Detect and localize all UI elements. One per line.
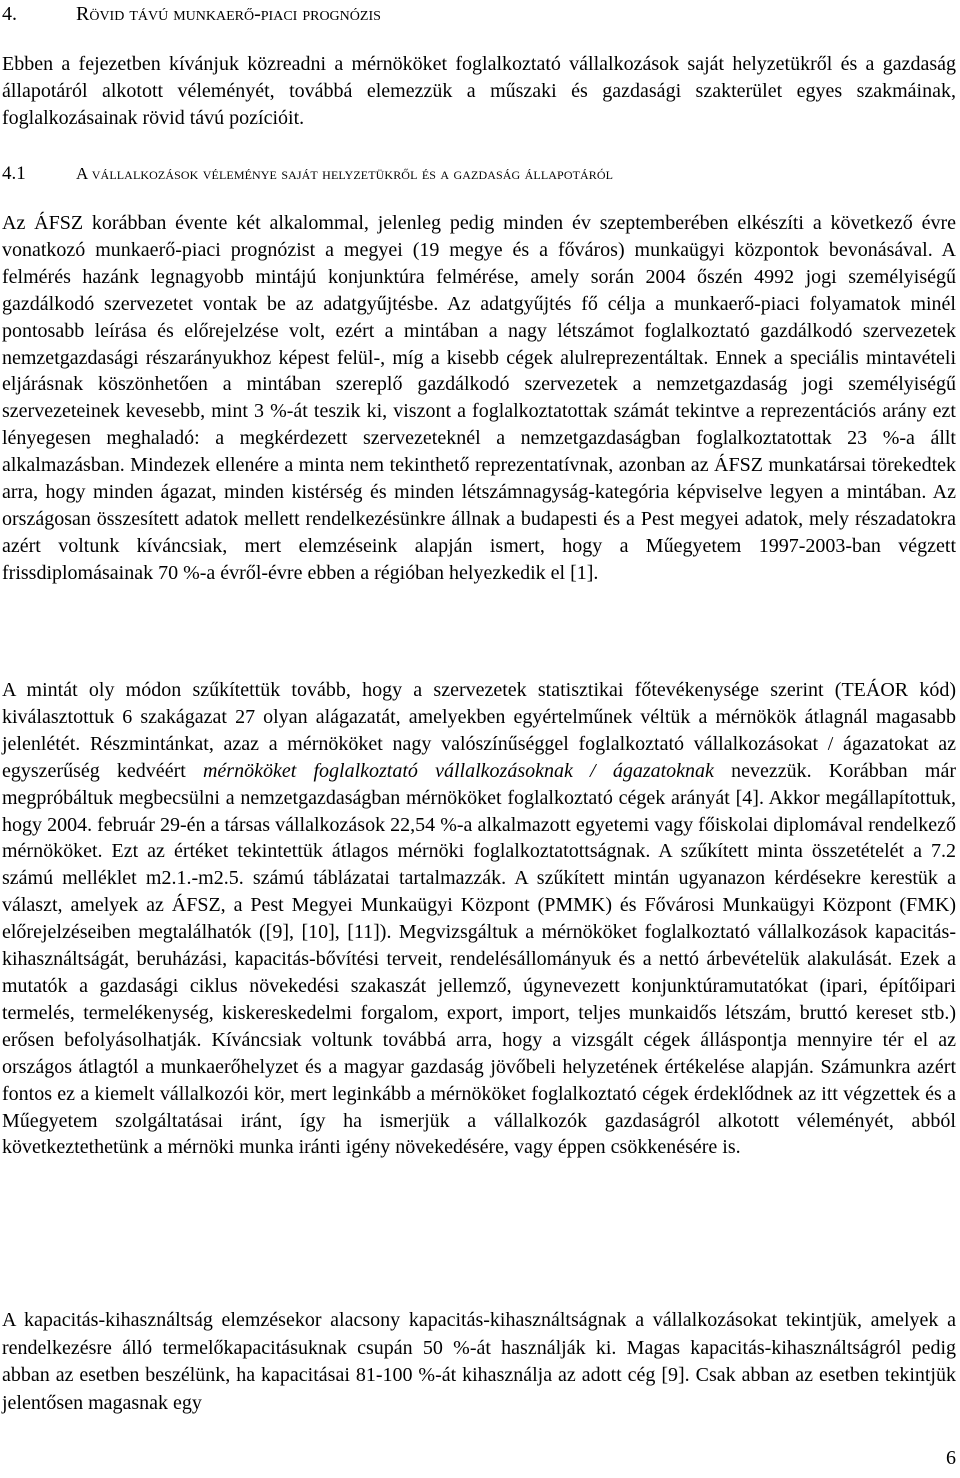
section-number: 4.1 (2, 163, 26, 184)
body-paragraph (2, 677, 956, 1161)
emphasized-term: mérnököket foglalkoztató vállalkozásoknak / ágazatoknak (202, 759, 714, 782)
paragraph-text: nevezzük. Korábban már megpróbáltuk megbecsülni a nemzetgazdaságban mérnököket foglalkoztató cégek arányát [4]. Akkor megállapítottuk, hogy 2004. február 29-én a társas vállalkozások 22,54 %-a alkalmazott egyetemi vagy főiskolai diplomával rendelkező mérnököket. Ezt az értéket tekintettük átlagos mérnöki foglalkoztatottságnak. A szűkített minta összetételét a 7.2 számú melléklet m2.1.-m2.5. számú táblázatai tartalmazzák. A szűkített mintán ugyanazon kérdésekre kerestük a választ, amelyek az ÁFSZ, a Pest Megyei Munkaügyi Központ (PMMK) és Fővárosi Munkaügyi Központ (FMK) előrejelzéseiben megtalálhatók ([9], [10], [11]). Megvizsgáltuk a mérnököket foglalkoztató vállalkozások kapacitás-kihasználtságát, beruházási, kapacitás-bővítési terveit, rendelésállományuk és a nettó árbevételük alakulását. Ezek a mutatók a gazdasági ciklus növekedési szakaszát jellemző, úgynevezett konjunktúramutatókat (ipari, építőipari termelés, termelékenység, kiskereskedelmi forgalom, export, import, teljes munkaidős létszám, bruttó kereset stb.) erősen befolyásolhatják. Kíváncsiak voltunk továbbá arra, hogy a vizsgált cégek álláspontja mennyire tér el az országos átlagtól a munkaerőhelyzet és a magyar gazdaság jövőbeli helyzetének értékelése alapján. Számunkra azért fontos ez a kiemelt vállalkozói kör, mert leginkább a mérnököket foglalkoztató cégek érdeklődnek az itt végzettek és a Műegyetem szolgáltatásai iránt, így ha ismerjük a vállalkozók gazdaságról alkotott véleményét, abból következtethetünk a mérnöki munka iránti igény növekedésére, vagy éppen csökkenésére is. (2, 759, 956, 1159)
paragraph-text: A mintát oly módon szűkítettük tovább, hogy a szervezetek statisztikai főtevékenysége szerint (TEÁOR kód) kiválasztottuk 6 szakágazat 27 olyan alágazatát, amelyekben egyértelműnek véltük a mérnökök átlagnál magasabb jelenlétét. Részmintánkat, azaz a mérnököket nagy valószínűséggel foglalkoztató vállalkozásokat / ágazatokat az egyszerűség kedvéért (2, 679, 956, 782)
chapter-title: Rövid távú munkaerő-piaci prognózis (76, 3, 381, 25)
chapter-heading (2, 2, 952, 26)
intro-paragraph: Ebben a fejezetben kívánjuk közreadni a mérnököket foglalkoztató vállalkozások saját helyzetükről és a gazdaság állapotáról alkotott véleményét, továbbá elemezzük a műszaki és gazdasági szakterület egyes szakmáinak, foglalkozásainak rövid távú pozícióit. (2, 53, 956, 129)
section-title: A vállalkozások véleménye saját helyzetükről és a gazdaság állapotáról (76, 164, 614, 183)
page-number: 6 (946, 1447, 956, 1469)
section-heading (2, 162, 958, 186)
body-paragraph: A kapacitás-kihasználtság elemzésekor alacsony kapacitás-kihasználtságnak a vállalkozásokat tekintjük, amelyek a rendelkezésre álló termelőkapacitásuknak csupán 50 %-át használják ki. Magas kapacitás-kihasználtságról pedig abban az esetben beszélünk, ha kapacitásai 81-100 %-át kihasználja az adott cég [9]. Csak abban az esetben tekintjük jelentősen magasnak egy (2, 1309, 956, 1414)
chapter-number: 4. (2, 3, 17, 25)
body-paragraph: Az ÁFSZ korábban évente két alkalommal, jelenleg pedig minden év szeptemberében elkészíti a következő évre vonatkozó munkaerő-piaci prognózist a megyei (19 megye és a főváros) munkaügyi központok bevonásával. A felmérés hazánk legnagyobb mintájú konjunktúra felmérése, amely során 2004 őszén 4992 jogi személyiségű gazdálkodó szervezetet vontak be az adatgyűjtésbe. Az adatgyűjtés fő célja a munkaerő-piaci folyamatok minél pontosabb leírása és előrejelzése volt, ezért a mintában a nagy létszámot foglalkoztató gazdálkodó szervezetek nemzetgazdasági részarányukhoz képest felül-, míg a kisebb cégek alulreprezentáltak. Ennek a speciális mintavételi eljárásnak köszönhetően a mintában szereplő gazdálkodó szervezetek a nemzetgazdaság jogi személyiségű szervezeteinek kevesebb, mint 3 %-át teszik ki, viszont a foglalkoztatottak számát tekintve a reprezentációs arány ezt lényegesen meghaladó: a megkérdezett szervezeteknél a nemzetgazdaságban foglalkoztatottak 23 %-a állt alkalmazásban. Mindezek ellenére a minta nem tekinthető reprezentatívnak, azonban az ÁFSZ munkatársai törekedtek arra, hogy minden ágazat, minden kistérség és minden létszámnagyság-kategória képviselve legyen a mintában. Az országosan összesített adatok mellett rendelkezésünkre állnak a budapesti és a Pest megyei adatok, mely részadatokra azért voltunk kíváncsiak, mert elemzéseink alapján ismert, hogy a Műegyetem 1997-2003-ban végzett frissdiplomásainak 70 %-a évről-évre ebben a régióban helyezkedik el [1]. (2, 212, 956, 584)
